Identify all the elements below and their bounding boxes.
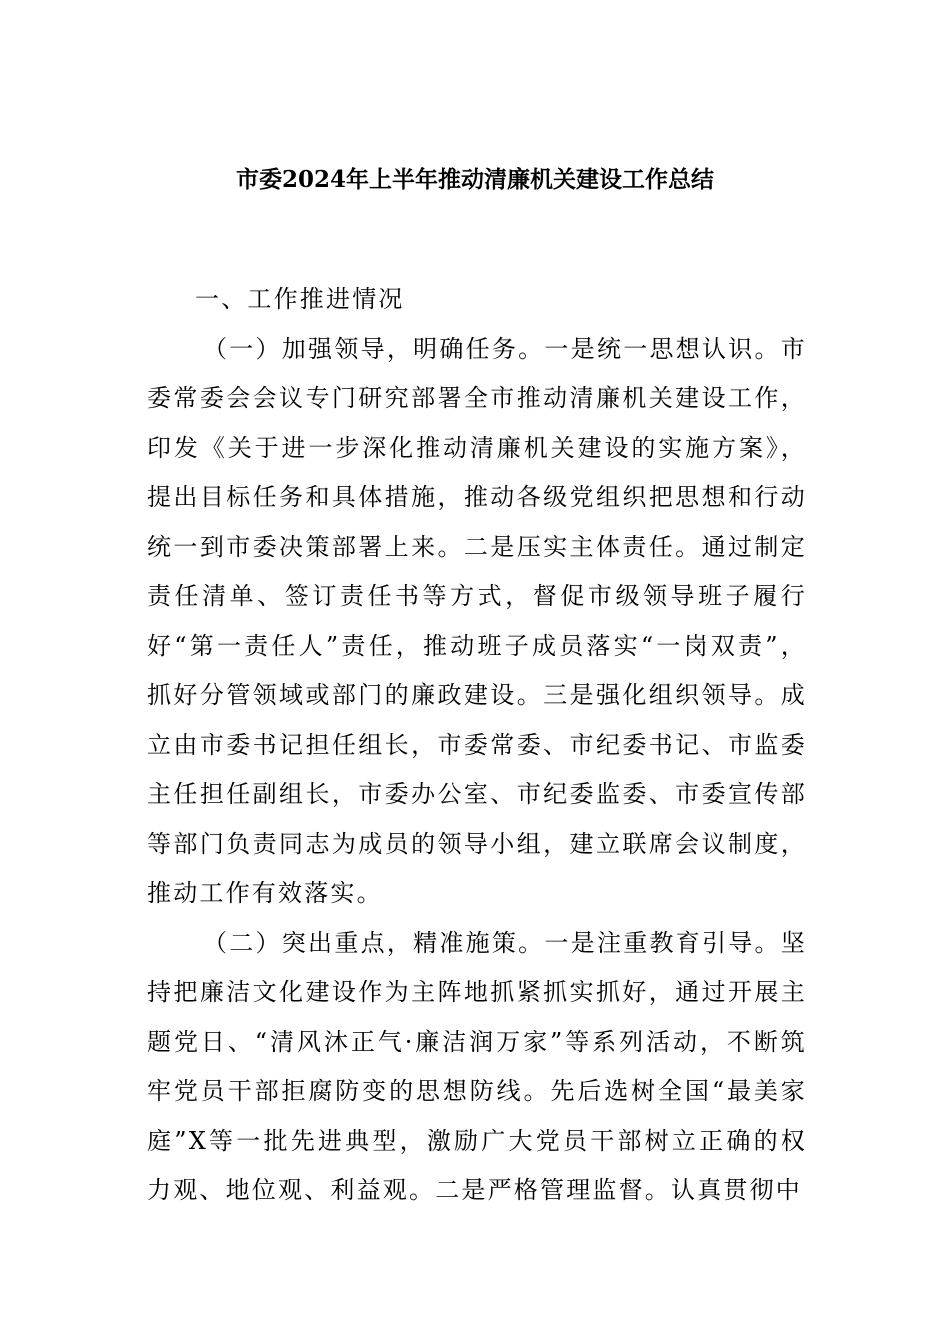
section-heading: 一、工作推进情况: [195, 285, 405, 313]
document-body: [147, 275, 807, 1216]
document-title: 市委2024年上半年推动清廉机关建设工作总结: [235, 166, 714, 193]
paragraph-1: （一）加强领导，明确任务。一是统一思想认识。市委常委会会议专门研究部署全市推动清廉机关建设工作，印发《关于进一步深化推动清廉机关建设的实施方案》，提出目标任务和具体措施，推动各级党组织把思想和行动统一到市委决策部署上来。二是压实主体责任。通过制定责任清单、签订责任书等方式，督促市级领导班子履行好“第一责任人”责任，推动班子成员落实“一岗双责”，抓好分管领域或部门的廉政建设。三是强化组织领导。成立由市委书记担任组长，市委常委、市纪委书记、市监委主任担任副组长，市委办公室、市纪委监委、市委宣传部等部门负责同志为成员的领导小组，建立联席会议制度，推动工作有效落实。: [147, 334, 807, 907]
paragraph-2: （二）突出重点，精准施策。一是注重教育引导。坚持把廉洁文化建设作为主阵地抓紧抓实抓好，通过开展主题党日、“清风沐正气·廉洁润万家”等系列活动，不断筑牢党员干部拒腐防变的思想防线。先后选树全国“最美家庭”X等一批先进典型，激励广大党员干部树立正确的权力观、地位观、利益观。二是严格管理监督。认真贯彻中: [147, 928, 807, 1204]
